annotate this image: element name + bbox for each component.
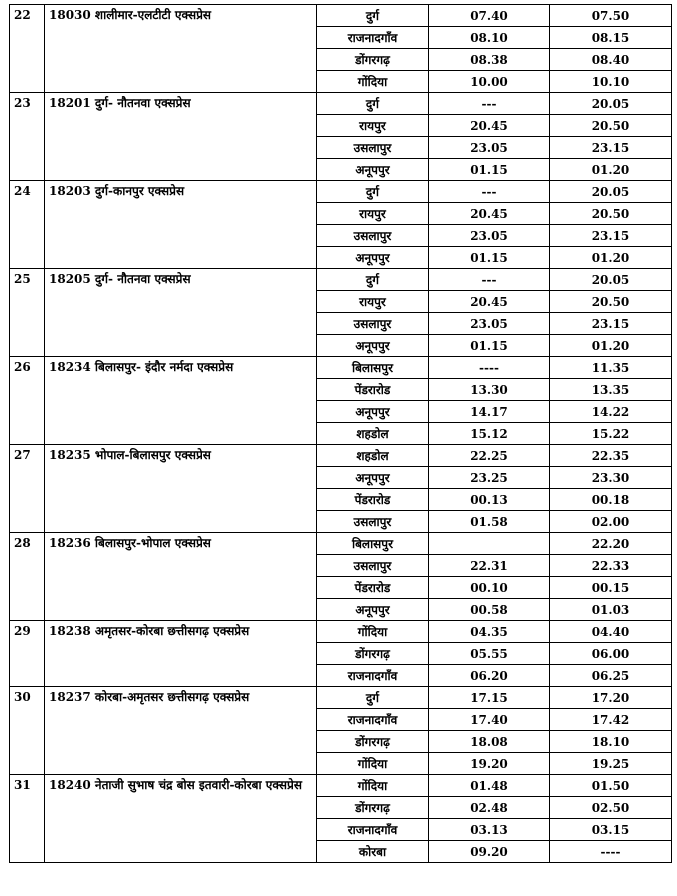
train-name-cell: 18235 भोपाल-बिलासपुर एक्सप्रेस [45,445,317,533]
departure-time-cell: 22.33 [550,555,672,577]
table-row [10,93,672,115]
station-cell: रायपुर [317,291,429,313]
station-cell: गोंदिया [317,621,429,643]
station-cell: राजनादगाँव [317,819,429,841]
station-cell: पेंडरारोड [317,379,429,401]
arrival-time-cell: 15.12 [429,423,550,445]
arrival-time-cell: 08.10 [429,27,550,49]
departure-time-cell: 00.18 [550,489,672,511]
arrival-time-cell: 01.15 [429,335,550,357]
station-cell: डोंगरगढ़ [317,49,429,71]
serial-number-cell: 30 [10,687,45,775]
departure-time-cell: 02.50 [550,797,672,819]
table-row [10,357,672,379]
departure-time-cell: 20.50 [550,115,672,137]
serial-number-cell: 31 [10,775,45,863]
departure-time-cell: 20.05 [550,93,672,115]
arrival-time-cell: 13.30 [429,379,550,401]
departure-time-cell: 08.40 [550,49,672,71]
departure-time-cell: 20.50 [550,203,672,225]
departure-time-cell: 01.20 [550,335,672,357]
station-cell: राजनादगाँव [317,709,429,731]
station-cell: दुर्ग [317,5,429,27]
departure-time-cell: 10.10 [550,71,672,93]
station-cell: डोंगरगढ़ [317,731,429,753]
departure-time-cell: 06.00 [550,643,672,665]
arrival-time-cell: 07.40 [429,5,550,27]
arrival-time-cell: 22.25 [429,445,550,467]
station-cell: पेंडरारोड [317,489,429,511]
station-cell: अनूपपुर [317,159,429,181]
station-cell: अनूपपुर [317,401,429,423]
arrival-time-cell: 23.05 [429,137,550,159]
arrival-time-cell: 01.58 [429,511,550,533]
station-cell: उसलापुर [317,313,429,335]
station-cell: दुर्ग [317,269,429,291]
arrival-time-cell: 04.35 [429,621,550,643]
station-cell: उसलापुर [317,137,429,159]
arrival-time-cell: --- [429,181,550,203]
arrival-time-cell: 17.40 [429,709,550,731]
table-row [10,533,672,555]
station-cell: दुर्ग [317,93,429,115]
departure-time-cell: 20.05 [550,181,672,203]
arrival-time-cell: 23.05 [429,313,550,335]
departure-time-cell: 02.00 [550,511,672,533]
table-row [10,621,672,643]
departure-time-cell: 03.15 [550,819,672,841]
departure-time-cell: 23.15 [550,225,672,247]
train-name-cell: 18240 नेताजी सुभाष चंद्र बोस इतवारी-कोरबा एक्सप्रेस [45,775,317,863]
departure-time-cell: 11.35 [550,357,672,379]
arrival-time-cell: --- [429,93,550,115]
arrival-time-cell: 14.17 [429,401,550,423]
station-cell: गोंदिया [317,753,429,775]
arrival-time-cell: 23.25 [429,467,550,489]
departure-time-cell: 17.20 [550,687,672,709]
station-cell: गोंदिया [317,775,429,797]
station-cell: पेंडरारोड [317,577,429,599]
arrival-time-cell: 09.20 [429,841,550,863]
table-row [10,775,672,797]
departure-time-cell: 07.50 [550,5,672,27]
station-cell: अनूपपुर [317,335,429,357]
arrival-time-cell: 01.15 [429,159,550,181]
departure-time-cell: 22.35 [550,445,672,467]
serial-number-cell: 25 [10,269,45,357]
arrival-time-cell: 01.15 [429,247,550,269]
departure-time-cell: 23.15 [550,313,672,335]
station-cell: अनूपपुर [317,247,429,269]
station-cell: अनूपपुर [317,467,429,489]
serial-number-cell: 24 [10,181,45,269]
arrival-time-cell: 19.20 [429,753,550,775]
station-cell: दुर्ग [317,687,429,709]
station-cell: उसलापुर [317,225,429,247]
station-cell: उसलापुर [317,511,429,533]
arrival-time-cell: 10.00 [429,71,550,93]
arrival-time-cell: 20.45 [429,115,550,137]
arrival-time-cell: 00.13 [429,489,550,511]
serial-number-cell: 28 [10,533,45,621]
arrival-time-cell: 06.20 [429,665,550,687]
table-row [10,5,672,27]
departure-time-cell: 13.35 [550,379,672,401]
departure-time-cell: 19.25 [550,753,672,775]
departure-time-cell: 01.20 [550,159,672,181]
arrival-time-cell: 23.05 [429,225,550,247]
arrival-time-cell [429,533,550,555]
departure-time-cell: 01.03 [550,599,672,621]
serial-number-cell: 29 [10,621,45,687]
station-cell: गोंदिया [317,71,429,93]
train-name-cell: 18030 शालीमार-एलटीटी एक्सप्रेस [45,5,317,93]
departure-time-cell: 17.42 [550,709,672,731]
serial-number-cell: 23 [10,93,45,181]
arrival-time-cell: 05.55 [429,643,550,665]
arrival-time-cell: 20.45 [429,203,550,225]
table-row [10,445,672,467]
departure-time-cell: 14.22 [550,401,672,423]
table-row [10,269,672,291]
station-cell: डोंगरगढ़ [317,643,429,665]
station-cell: राजनादगाँव [317,665,429,687]
schedule-page [9,4,672,863]
arrival-time-cell: 22.31 [429,555,550,577]
serial-number-cell: 26 [10,357,45,445]
station-cell: कोरबा [317,841,429,863]
departure-time-cell: 06.25 [550,665,672,687]
station-cell: अनूपपुर [317,599,429,621]
arrival-time-cell: 00.58 [429,599,550,621]
departure-time-cell: 01.50 [550,775,672,797]
train-name-cell: 18238 अमृतसर-कोरबा छत्तीसगढ़ एक्सप्रेस [45,621,317,687]
station-cell: बिलासपुर [317,533,429,555]
arrival-time-cell: ---- [429,357,550,379]
arrival-time-cell: 00.10 [429,577,550,599]
station-cell: राजनादगाँव [317,27,429,49]
serial-number-cell: 22 [10,5,45,93]
departure-time-cell: 23.30 [550,467,672,489]
departure-time-cell: 08.15 [550,27,672,49]
arrival-time-cell: 08.38 [429,49,550,71]
departure-time-cell: 04.40 [550,621,672,643]
arrival-time-cell: 20.45 [429,291,550,313]
station-cell: शहडोल [317,423,429,445]
train-name-cell: 18237 कोरबा-अमृतसर छत्तीसगढ़ एक्सप्रेस [45,687,317,775]
table-row [10,687,672,709]
train-name-cell: 18236 बिलासपुर-भोपाल एक्सप्रेस [45,533,317,621]
table-row [10,181,672,203]
departure-time-cell: 00.15 [550,577,672,599]
arrival-time-cell: 17.15 [429,687,550,709]
arrival-time-cell: 18.08 [429,731,550,753]
train-name-cell: 18203 दुर्ग-कानपुर एक्सप्रेस [45,181,317,269]
arrival-time-cell: 03.13 [429,819,550,841]
departure-time-cell: ---- [550,841,672,863]
departure-time-cell: 18.10 [550,731,672,753]
station-cell: दुर्ग [317,181,429,203]
departure-time-cell: 15.22 [550,423,672,445]
departure-time-cell: 20.05 [550,269,672,291]
train-schedule-table [9,4,672,863]
arrival-time-cell: 01.48 [429,775,550,797]
arrival-time-cell: --- [429,269,550,291]
departure-time-cell: 22.20 [550,533,672,555]
station-cell: उसलापुर [317,555,429,577]
train-name-cell: 18234 बिलासपुर- इंदौर नर्मदा एक्सप्रेस [45,357,317,445]
departure-time-cell: 23.15 [550,137,672,159]
train-name-cell: 18205 दुर्ग- नौतनवा एक्सप्रेस [45,269,317,357]
station-cell: डोंगरगढ़ [317,797,429,819]
arrival-time-cell: 02.48 [429,797,550,819]
schedule-body [10,5,672,863]
station-cell: रायपुर [317,203,429,225]
departure-time-cell: 20.50 [550,291,672,313]
train-name-cell: 18201 दुर्ग- नौतनवा एक्सप्रेस [45,93,317,181]
station-cell: बिलासपुर [317,357,429,379]
serial-number-cell: 27 [10,445,45,533]
departure-time-cell: 01.20 [550,247,672,269]
station-cell: रायपुर [317,115,429,137]
station-cell: शहडोल [317,445,429,467]
